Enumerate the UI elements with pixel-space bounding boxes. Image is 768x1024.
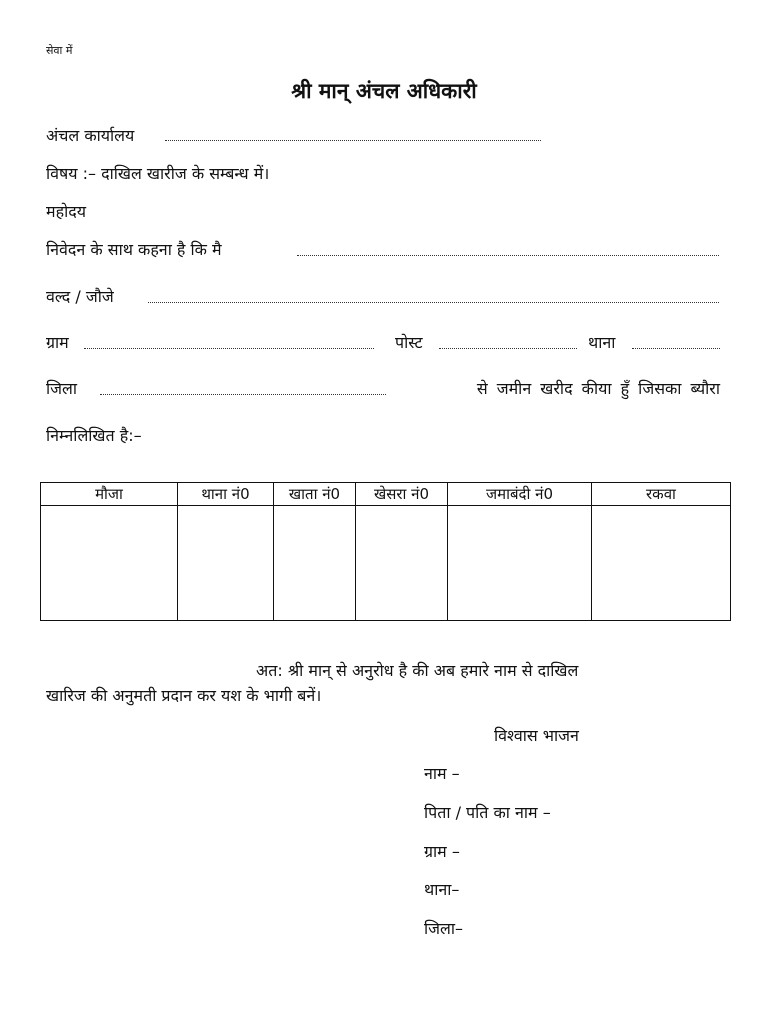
header-mauza: मौजा — [41, 483, 178, 506]
district-blank-line — [100, 394, 386, 395]
salutation-text: महोदय — [46, 202, 86, 221]
post-label: पोस्ट — [395, 333, 423, 352]
post-blank-line — [439, 348, 577, 349]
father-husband-blank-line — [148, 302, 719, 303]
signature-father-name-label: पिता / पति का नाम – — [424, 803, 551, 822]
police-station-label: थाना — [588, 333, 616, 352]
cell-jamabandi-no — [448, 506, 592, 621]
request-intro-text: निवेदन के साथ कहना है कि मै — [46, 240, 222, 259]
cell-khesra-no — [356, 506, 448, 621]
table-row — [41, 506, 731, 621]
applicant-name-blank-line — [297, 255, 719, 256]
signature-police-station-label: थाना– — [424, 880, 460, 899]
seva-mein-text: सेवा में — [46, 44, 73, 57]
office-label: अंचल कार्यालय — [46, 126, 135, 145]
district-label: जिला — [46, 379, 78, 398]
police-station-blank-line — [632, 348, 720, 349]
trust-text: विश्वास भाजन — [494, 726, 579, 745]
header-thana-no: थाना नं0 — [178, 483, 274, 506]
header-khesra-no: खेसरा नं0 — [356, 483, 448, 506]
header-jamabandi-no: जमाबंदी नं0 — [448, 483, 592, 506]
signature-village-label: ग्राम – — [424, 842, 460, 861]
village-label: ग्राम — [46, 333, 69, 352]
header-khata-no: खाता नं0 — [274, 483, 356, 506]
cell-mauza — [41, 506, 178, 621]
father-husband-label: वल्द / जौजे — [46, 287, 114, 306]
land-details-table — [40, 482, 731, 621]
page-title: श्री मान् अंचल अधिकारी — [291, 79, 477, 103]
following-text: निम्नलिखित है:– — [46, 426, 142, 445]
header-rakwa: रकवा — [592, 483, 731, 506]
signature-district-label: जिला– — [424, 919, 464, 938]
subject-text: विषय :– दाखिल खारीज के सम्बन्ध में। — [46, 164, 270, 183]
table-header-row — [41, 483, 731, 506]
closing-line-1: अत: श्री मान् से अनुरोध है की अब हमारे नाम से दाखिल — [256, 661, 579, 680]
office-blank-line — [165, 140, 541, 141]
cell-thana-no — [178, 506, 274, 621]
closing-line-2: खारिज की अनुमती प्रदान कर यश के भागी बनें। — [46, 686, 322, 705]
signature-name-label: नाम – — [424, 764, 460, 783]
cell-rakwa — [592, 506, 731, 621]
purchase-text: से जमीन खरीद कीया हुँ जिसका ब्यौरा — [476, 379, 720, 398]
village-blank-line — [84, 348, 374, 349]
cell-khata-no — [274, 506, 356, 621]
